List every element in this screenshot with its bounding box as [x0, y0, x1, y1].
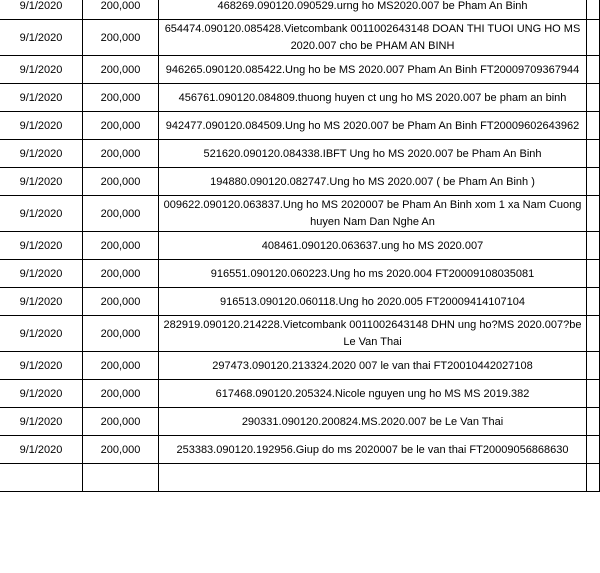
amount-cell[interactable]: 200,000 — [83, 112, 159, 140]
description-cell[interactable]: 297473.090120.213324.2020 007 le van thai FT20010442027108 — [159, 352, 587, 380]
description-cell[interactable]: 916513.090120.060118.Ung ho 2020.005 FT20009414107104 — [159, 288, 587, 316]
edge-cell — [587, 168, 600, 196]
table-row — [0, 196, 600, 232]
edge-cell — [587, 288, 600, 316]
date-cell[interactable]: 9/1/2020 — [0, 20, 83, 56]
date-cell[interactable] — [0, 464, 83, 492]
amount-cell[interactable]: 200,000 — [83, 316, 159, 352]
date-cell[interactable]: 9/1/2020 — [0, 196, 83, 232]
amount-cell[interactable]: 200,000 — [83, 168, 159, 196]
date-cell[interactable]: 9/1/2020 — [0, 352, 83, 380]
description-cell[interactable]: 282919.090120.214228.Vietcombank 0011002643148 DHN ung ho?MS 2020.007?be Le Van Thai — [159, 316, 587, 352]
table-row — [0, 316, 600, 352]
description-cell[interactable] — [159, 464, 587, 492]
description-cell[interactable]: 654474.090120.085428.Vietcombank 0011002643148 DOAN THI TUOI UNG HO MS 2020.007 cho be PHAM AN BINH — [159, 20, 587, 56]
date-cell[interactable]: 9/1/2020 — [0, 168, 83, 196]
edge-cell — [587, 196, 600, 232]
edge-cell — [587, 20, 600, 56]
amount-cell[interactable]: 200,000 — [83, 196, 159, 232]
amount-cell[interactable]: 200,000 — [83, 0, 159, 20]
edge-cell — [587, 380, 600, 408]
amount-cell[interactable] — [83, 464, 159, 492]
edge-cell — [587, 464, 600, 492]
table-row — [0, 112, 600, 140]
amount-cell[interactable]: 200,000 — [83, 232, 159, 260]
description-cell[interactable]: 521620.090120.084338.IBFT Ung ho MS 2020.007 be Pham An Binh — [159, 140, 587, 168]
edge-cell — [587, 140, 600, 168]
table-row — [0, 168, 600, 196]
table-row — [0, 56, 600, 84]
table-row — [0, 232, 600, 260]
date-cell[interactable]: 9/1/2020 — [0, 0, 83, 20]
amount-cell[interactable]: 200,000 — [83, 288, 159, 316]
amount-cell[interactable]: 200,000 — [83, 140, 159, 168]
description-cell[interactable]: 617468.090120.205324.Nicole nguyen ung ho MS MS 2019.382 — [159, 380, 587, 408]
description-cell[interactable]: 290331.090120.200824.MS.2020.007 be Le Van Thai — [159, 408, 587, 436]
amount-cell[interactable]: 200,000 — [83, 20, 159, 56]
table-row — [0, 20, 600, 56]
table-row — [0, 288, 600, 316]
description-cell[interactable]: 946265.090120.085422.Ung ho be MS 2020.007 Pham An Binh FT20009709367944 — [159, 56, 587, 84]
table-row — [0, 0, 600, 20]
description-cell[interactable]: 916551.090120.060223.Ung ho ms 2020.004 FT20009108035081 — [159, 260, 587, 288]
edge-cell — [587, 56, 600, 84]
amount-cell[interactable]: 200,000 — [83, 352, 159, 380]
date-cell[interactable]: 9/1/2020 — [0, 288, 83, 316]
date-cell[interactable]: 9/1/2020 — [0, 112, 83, 140]
edge-cell — [587, 436, 600, 464]
edge-cell — [587, 316, 600, 352]
edge-cell — [587, 112, 600, 140]
edge-cell — [587, 352, 600, 380]
date-cell[interactable]: 9/1/2020 — [0, 408, 83, 436]
date-cell[interactable]: 9/1/2020 — [0, 56, 83, 84]
date-cell[interactable]: 9/1/2020 — [0, 380, 83, 408]
description-cell[interactable]: 408461.090120.063637.ung ho MS 2020.007 — [159, 232, 587, 260]
table-row — [0, 464, 600, 492]
description-cell[interactable]: 009622.090120.063837.Ung ho MS 2020007 be Pham An Binh xom 1 xa Nam Cuong huyen Nam Dan Nghe An — [159, 196, 587, 232]
date-cell[interactable]: 9/1/2020 — [0, 84, 83, 112]
table-row — [0, 140, 600, 168]
description-cell[interactable]: 468269.090120.090529.urng ho MS2020.007 be Pham An Binh — [159, 0, 587, 20]
table-row — [0, 436, 600, 464]
amount-cell[interactable]: 200,000 — [83, 436, 159, 464]
amount-cell[interactable]: 200,000 — [83, 84, 159, 112]
description-cell[interactable]: 942477.090120.084509.Ung ho MS 2020.007 be Pham An Binh FT20009602643962 — [159, 112, 587, 140]
edge-cell — [587, 260, 600, 288]
edge-cell — [587, 408, 600, 436]
amount-cell[interactable]: 200,000 — [83, 260, 159, 288]
table-row — [0, 84, 600, 112]
date-cell[interactable]: 9/1/2020 — [0, 260, 83, 288]
edge-cell — [587, 84, 600, 112]
description-cell[interactable]: 253383.090120.192956.Giup do ms 2020007 be le van thai FT20009056868630 — [159, 436, 587, 464]
amount-cell[interactable]: 200,000 — [83, 380, 159, 408]
date-cell[interactable]: 9/1/2020 — [0, 140, 83, 168]
description-cell[interactable]: 456761.090120.084809.thuong huyen ct ung ho MS 2020.007 be pham an binh — [159, 84, 587, 112]
amount-cell[interactable]: 200,000 — [83, 408, 159, 436]
table-row — [0, 408, 600, 436]
description-cell[interactable]: 194880.090120.082747.Ung ho MS 2020.007 ( be Pham An Binh ) — [159, 168, 587, 196]
amount-cell[interactable]: 200,000 — [83, 56, 159, 84]
edge-cell — [587, 232, 600, 260]
date-cell[interactable]: 9/1/2020 — [0, 316, 83, 352]
date-cell[interactable]: 9/1/2020 — [0, 436, 83, 464]
date-cell[interactable]: 9/1/2020 — [0, 232, 83, 260]
table-row — [0, 352, 600, 380]
table-row — [0, 260, 600, 288]
table-row — [0, 380, 600, 408]
edge-cell — [587, 0, 600, 20]
